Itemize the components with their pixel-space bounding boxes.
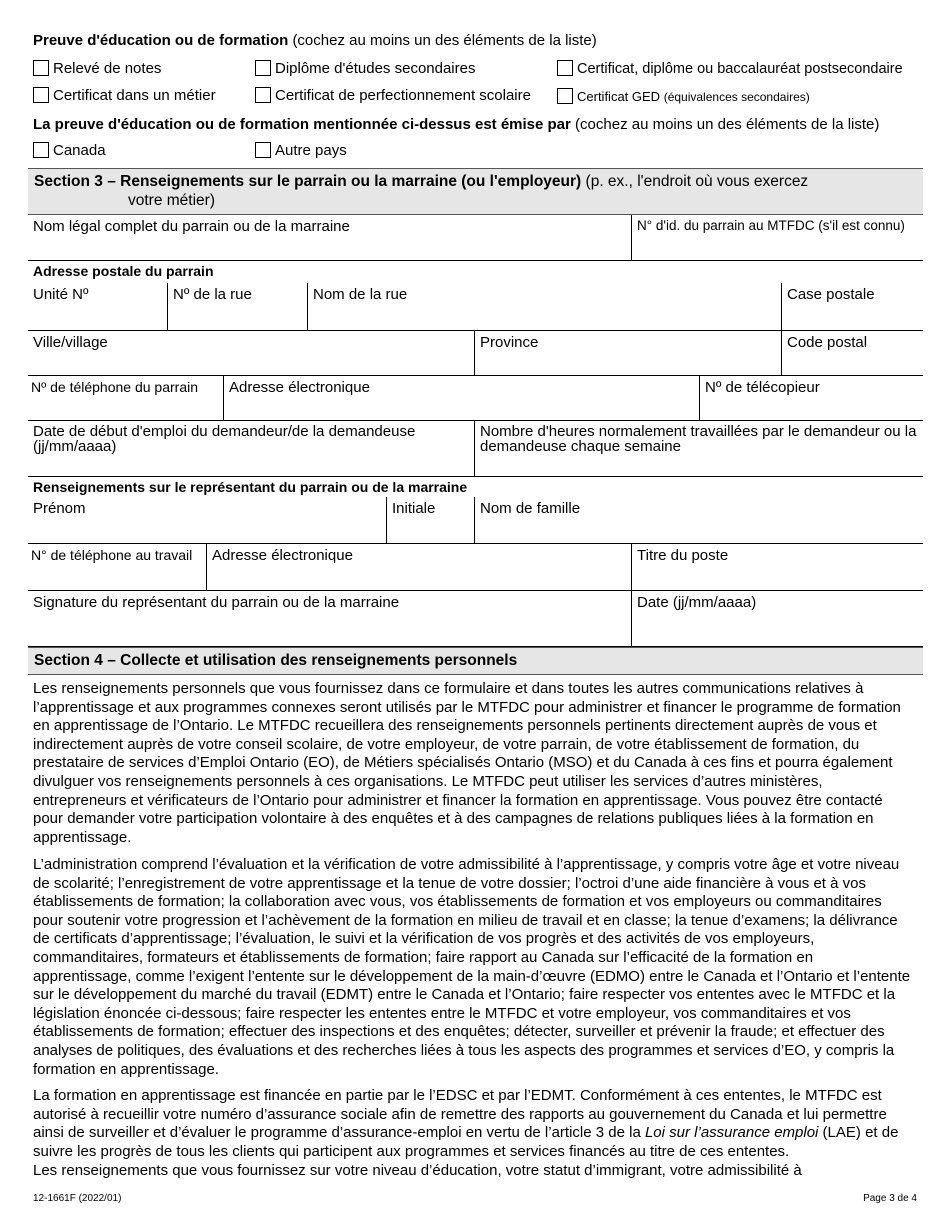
checkbox[interactable] — [33, 142, 49, 158]
checkbox[interactable] — [33, 60, 49, 76]
issued-by-heading: La preuve d'éducation ou de formation mentionnée ci-dessus est émise par (cochez au moins un des éléments de la liste) — [33, 116, 880, 133]
education-heading-label: Preuve d'éducation ou de formation — [33, 32, 289, 49]
first-name-field[interactable]: Prénom — [28, 497, 387, 543]
section3-title: Section 3 – Renseignements sur le parrain ou la marraine (ou l'employeur) — [34, 173, 582, 190]
street-name-field[interactable]: Nom de la rue — [308, 283, 782, 330]
education-heading-note: (cochez au moins un des éléments de la liste) — [292, 32, 597, 49]
representative-contact-row — [28, 544, 923, 591]
privacy-paragraph-3: La formation en apprentissage est financée en partie par le l’EDSC et par l’EDMT. Conformément à ces ententes, le MTFDC est autorisé à recueillir votre numéro d’assurance sociale afin de remettre des rapports au gouvernement du Canada et lui permettre ainsi de surveiller et d’évaluer le programme d’assurance-emploi en vertu de l’article 3 de la Loi sur l’assurance emploi (LAE) et de suivre les progrès de tous les clients qui participent aux programmes et services financés au titre de ces ententes. — [33, 1087, 899, 1160]
privacy-paragraph-1: Les renseignements personnels que vous fournissez dans ce formulaire et dans toutes les autres communications relatives à l’apprentissage et aux programmes connexes seront utilisés par le MTFDC pour administrer et financer le programme de formation en apprentissage de l’Ontario. Le MTFDC recueillera des renseignements personnels pertinents directement auprès de vous et indirectement auprès de votre conseil scolaire, de votre employeur, de votre parrain, de votre établissement de formation, du prestataire de services d’Emploi Ontario (EO), de Métiers spécialisés Ontario (MSO) et du Canada à ces fins et pourra également divulguer vos renseignements personnels à ces organisations. Le MTFDC peut utiliser les services d’autres ministères, entrepreneurs et vérificateurs de l’Ontario pour administrer et financer la formation en apprentissage. Vous pouvez être contacté pour demander votre participation volontaire à des enquêtes et à des campagnes de relations publiques liées à la formation en apprentissage. — [33, 680, 901, 846]
form-number: 12-1661F (2022/01) — [33, 1193, 122, 1204]
section3-header — [28, 168, 923, 215]
option-postsecondary[interactable]: Certificat, diplôme ou baccalauréat postsecondaire — [557, 60, 903, 78]
employment-row — [28, 421, 923, 477]
checkbox[interactable] — [33, 87, 49, 103]
postal-code-field[interactable]: Code postal — [787, 334, 868, 351]
unit-field[interactable]: Unité Nº — [28, 283, 168, 330]
option-other-country[interactable]: Autre pays — [255, 142, 347, 160]
date-field[interactable]: Date (jj/mm/aaaa) — [637, 594, 757, 611]
work-phone-field[interactable]: N° de téléphone au travail — [28, 544, 207, 590]
job-title-field[interactable]: Titre du poste — [637, 547, 729, 564]
weekly-hours-field[interactable]: Nombre d'heures normalement travaillées par le demandeur ou la demandeuse chaque semaine — [480, 423, 917, 455]
start-date-field[interactable]: Date de début d'emploi du demandeur/de la demandeuse (jj/mm/aaaa) — [28, 421, 475, 476]
representative-heading: Renseignements sur le représentant du parrain ou de la marraine — [33, 479, 468, 495]
option-transcript[interactable]: Relevé de notes — [33, 60, 161, 78]
po-box-field[interactable]: Case postale — [787, 286, 875, 303]
signature-field[interactable]: Signature du représentant du parrain ou de la marraine — [28, 591, 632, 646]
address-row-1 — [28, 283, 923, 331]
section3-note: (p. ex., l'endroit où vous exercez — [585, 173, 809, 190]
city-field[interactable]: Ville/village — [28, 331, 475, 375]
section3-note-line2: votre métier) — [128, 192, 215, 209]
option-secondary-diploma[interactable]: Diplôme d'études secondaires — [255, 60, 475, 78]
section4-header — [28, 647, 923, 675]
sponsor-fax-field[interactable]: Nº de télécopieur — [705, 379, 820, 396]
contact-row — [28, 376, 923, 421]
checkbox[interactable] — [255, 142, 271, 158]
sponsor-name-row — [28, 215, 923, 261]
last-name-field[interactable]: Nom de famille — [480, 500, 581, 517]
signature-row — [28, 591, 923, 647]
checkbox[interactable] — [255, 87, 271, 103]
mailing-address-heading: Adresse postale du parrain — [33, 263, 214, 279]
representative-name-row — [28, 497, 923, 544]
sponsor-email-field[interactable]: Adresse électronique — [224, 376, 700, 420]
sponsor-phone-field[interactable]: Nº de téléphone du parrain — [28, 376, 224, 420]
address-row-2 — [28, 331, 923, 376]
privacy-paragraph-4: Les renseignements que vous fournissez sur votre niveau d’éducation, votre statut d’immigrant, votre admissibilité à — [33, 1162, 802, 1179]
mtfdc-id-field[interactable]: N° d'id. du parrain au MTFDC (s'il est connu) — [637, 218, 905, 233]
legal-name-field[interactable]: Nom légal complet du parrain ou de la marraine — [28, 215, 632, 260]
initial-field[interactable]: Initiale — [387, 497, 475, 543]
rep-email-field[interactable]: Adresse électronique — [207, 544, 632, 590]
section4-title: Section 4 – Collecte et utilisation des renseignements personnels — [34, 652, 518, 669]
education-heading — [33, 32, 597, 50]
province-field[interactable]: Province — [475, 331, 782, 375]
checkbox[interactable] — [255, 60, 271, 76]
checkbox[interactable] — [557, 88, 573, 104]
page-number: Page 3 de 4 — [863, 1193, 917, 1204]
option-trade-certificate[interactable]: Certificat dans un métier — [33, 87, 216, 105]
option-ged[interactable]: Certificat GED (équivalences secondaires) — [557, 88, 810, 106]
privacy-paragraph-2: L’administration comprend l’évaluation et la vérification de votre admissibilité à l’apprentissage, y compris votre âge et votre niveau de scolarité; l’enregistrement de votre apprentissage et la tenue de votre dossier; l’octroi d’une aide financière à vous et à vos établissements de formation; la collaboration avec vous, vos établissements de formation et vos employeurs ou commanditaires pour soutenir votre progression et l’achèvement de la formation en milieu de travail et en classe; la tenue d’examens; la délivrance de certificats d’apprentissage; l’évaluation, le suivi et la vérification de vos progrès et des activités de vos employeurs, commanditaires, formateurs et établissements de formation; faire rapport au Canada sur l’efficacité de la formation en apprentissage, comme l’exigent l’entente sur le développement de la main-d’œuvre (EDMO) entre le Canada et l’Ontario et l’entente sur le développement du marché du travail (EDMT) entre le Canada et l’Ontario; faire respecter vos ententes avec le MTFDC et la législation énoncée ci-dessous; faire respecter les ententes entre le MTFDC et votre employeur, vos commanditaires et vos établissements de formation; effectuer des inspections et des enquêtes; détecter, surveiller et prévenir la fraude; et effectuer des analyses de politiques, des évaluations et des recherches liées à tous les aspects des programmes et services d’EO, y compris la formation en apprentissage. — [33, 856, 911, 1078]
checkbox[interactable] — [557, 60, 573, 76]
street-number-field[interactable]: Nº de la rue — [168, 283, 308, 330]
option-academic-upgrading[interactable]: Certificat de perfectionnement scolaire — [255, 87, 531, 105]
option-canada[interactable]: Canada — [33, 142, 106, 160]
